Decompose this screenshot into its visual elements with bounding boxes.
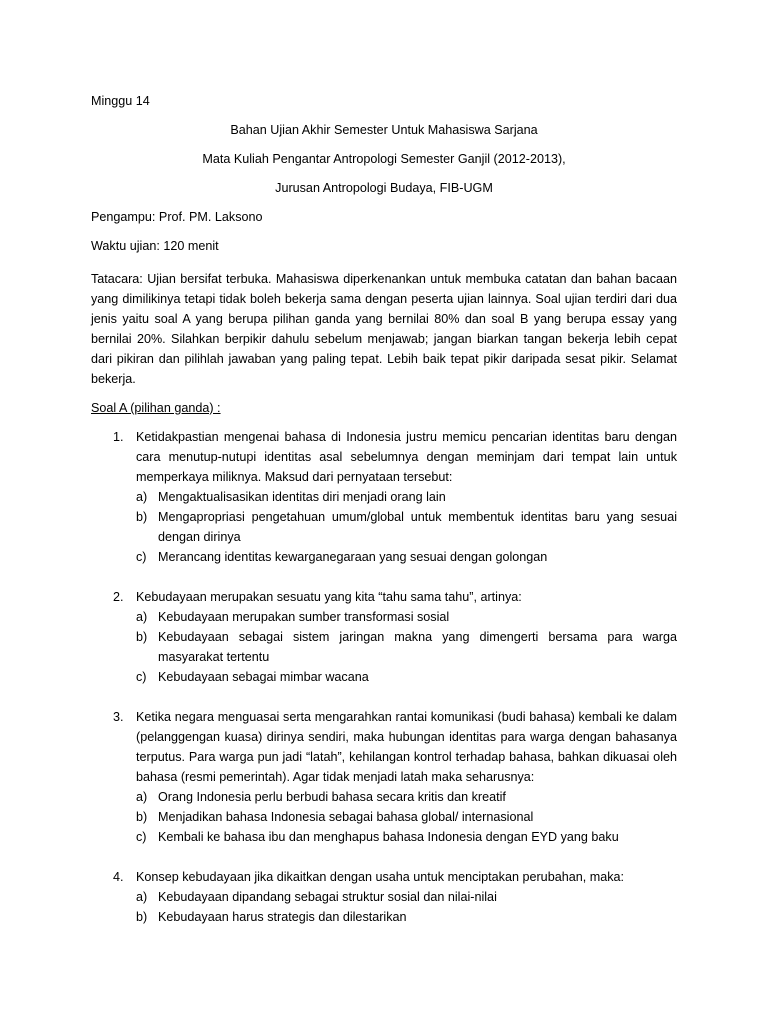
option-item xyxy=(136,907,677,927)
question-text: Ketidakpastian mengenai bahasa di Indonesia justru memicu pencarian identitas baru dengan cara menutup-nutupi identitas asal sebelumnya dengan meminjam dari tempat lain untuk memperkaya miliknya. Maksud dari pernyataan tersebut: xyxy=(136,429,677,484)
option-item xyxy=(136,667,677,687)
question-text: Kebudayaan merupakan sesuatu yang kita “tahu sama tahu”, artinya: xyxy=(136,589,522,604)
document-title xyxy=(91,120,677,198)
option-item xyxy=(136,507,677,547)
option-item xyxy=(136,787,677,807)
option-list xyxy=(136,787,677,847)
instructions-paragraph: Tatacara: Ujian bersifat terbuka. Mahasiswa diperkenankan untuk membuka catatan dan bahan bacaan yang dimilikinya tetapi tidak boleh bekerja sama dengan peserta ujian lainnya. Soal ujian terdiri dari dua jenis yaitu soal A yang berupa pilihan ganda yang bernilai 80% dan soal B yang berupa essay yang bernilai 20%. Silahkan berpikir dahulu sebelum menjawab; jangan biarkan tangan bekerja lebih cepat dari pikiran dan pilihlah jawaban yang paling tepat. Lebih baik tepat pikir daripada sesat pikir. Selamat bekerja. xyxy=(91,271,677,386)
option-item xyxy=(136,607,677,627)
option-text: Mengaktualisasikan identitas diri menjadi orang lain xyxy=(158,489,446,504)
question-number: 1. xyxy=(113,429,124,444)
option-list xyxy=(136,607,677,687)
option-label: c) xyxy=(136,669,147,684)
option-label: b) xyxy=(136,909,148,924)
option-label: a) xyxy=(136,609,148,624)
title-line-2: Mata Kuliah Pengantar Antropologi Semester Ganjil (2012-2013), xyxy=(202,152,566,166)
option-text: Kebudayaan dipandang sebagai struktur sosial dan nilai-nilai xyxy=(158,889,497,904)
question-number: 4. xyxy=(113,869,124,884)
option-text: Mengapropriasi pengetahuan umum/global untuk membentuk identitas baru yang sesuai dengan dirinya xyxy=(158,509,677,544)
option-text: Orang Indonesia perlu berbudi bahasa secara kritis dan kreatif xyxy=(158,789,506,804)
lecturer-info: Pengampu: Prof. PM. Laksono xyxy=(91,210,263,224)
question-3 xyxy=(91,707,677,847)
option-label: b) xyxy=(136,809,148,824)
option-text: Kembali ke bahasa ibu dan menghapus bahasa Indonesia dengan EYD yang baku xyxy=(158,829,619,844)
title-line-3: Jurusan Antropologi Budaya, FIB-UGM xyxy=(275,181,493,195)
option-label: b) xyxy=(136,509,148,524)
option-label: c) xyxy=(136,549,147,564)
option-label: c) xyxy=(136,829,147,844)
section-a-heading: Soal A (pilihan ganda) : xyxy=(91,400,221,415)
option-list xyxy=(136,887,677,927)
option-item xyxy=(136,627,677,667)
exam-duration: Waktu ujian: 120 menit xyxy=(91,239,219,253)
question-text: Konsep kebudayaan jika dikaitkan dengan usaha untuk menciptakan perubahan, maka: xyxy=(136,869,625,884)
question-4 xyxy=(91,867,677,927)
title-line-1: Bahan Ujian Akhir Semester Untuk Mahasiswa Sarjana xyxy=(230,123,538,137)
option-item xyxy=(136,487,677,507)
document-page xyxy=(91,91,677,947)
option-text: Kebudayaan sebagai mimbar wacana xyxy=(158,669,369,684)
question-1 xyxy=(91,427,677,567)
option-list xyxy=(136,487,677,567)
option-item xyxy=(136,827,677,847)
question-text: Ketika negara menguasai serta mengarahkan rantai komunikasi (budi bahasa) kembali ke dalam (pelanggengan kuasa) dirinya sendiri, maka hubungan identitas para warga dengan bahasanya terputus. Para warga pun jadi “latah”, kehilangan kontrol terhadap bahasa, bahkan dikuasai oleh bahasa (resmi pemerintah). Agar tidak menjadi latah maka seharusnya: xyxy=(136,709,677,784)
option-label: a) xyxy=(136,789,148,804)
option-item xyxy=(136,887,677,907)
option-item xyxy=(136,547,677,567)
question-number: 2. xyxy=(113,589,124,604)
option-label: b) xyxy=(136,629,148,644)
option-text: Kebudayaan sebagai sistem jaringan makna yang dimengerti bersama para warga masyarakat tertentu xyxy=(158,629,677,664)
option-text: Kebudayaan merupakan sumber transformasi sosial xyxy=(158,609,450,624)
question-number: 3. xyxy=(113,709,124,724)
week-label: Minggu 14 xyxy=(91,94,150,108)
option-text: Merancang identitas kewarganegaraan yang sesuai dengan golongan xyxy=(158,549,548,564)
option-item xyxy=(136,807,677,827)
option-label: a) xyxy=(136,889,148,904)
question-list xyxy=(91,427,677,927)
option-label: a) xyxy=(136,489,148,504)
option-text: Kebudayaan harus strategis dan dilestarikan xyxy=(158,909,407,924)
question-2 xyxy=(91,587,677,687)
option-text: Menjadikan bahasa Indonesia sebagai bahasa global/ internasional xyxy=(158,809,534,824)
